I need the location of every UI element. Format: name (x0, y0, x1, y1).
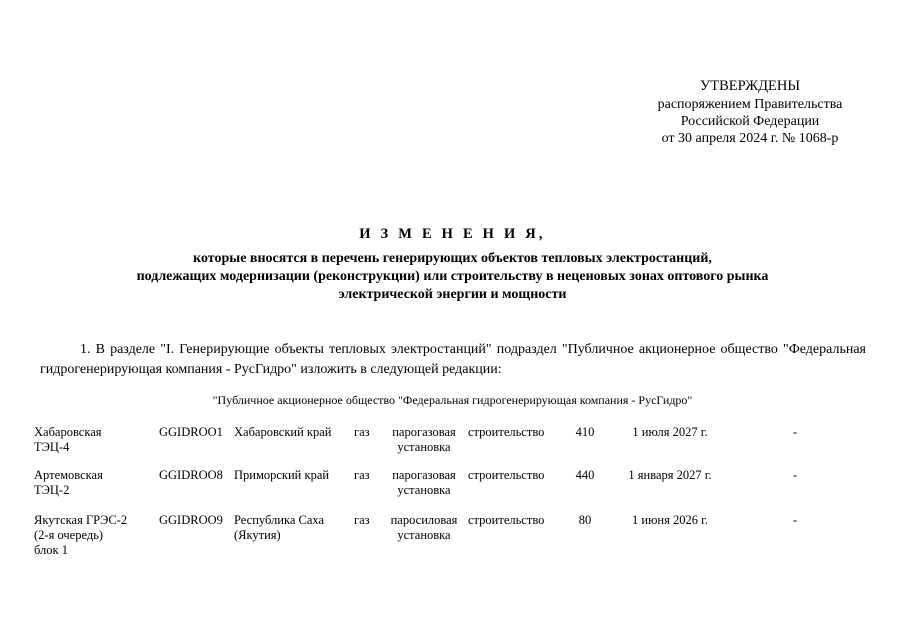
row-0-start-date: 1 июля 2027 г. (632, 425, 708, 439)
row-0-code: GGIDROO1 (159, 425, 223, 439)
row-2-name-line-3: блок 1 (34, 543, 68, 557)
row-1-type-line-1: парогазовая (392, 468, 456, 482)
row-1-fuel: газ (354, 468, 370, 482)
row-0-object-name (34, 425, 152, 455)
row-2-type-line-1: паросиловая (390, 513, 458, 527)
row-2-work-type: строительство (468, 513, 545, 527)
title-subtitle-line-2: подлежащих модернизации (реконструкции) или строительству в неценовых зонах оптового рынка (136, 269, 769, 284)
subsection-title: "Публичное акционерное общество "Федеральная гидрогенерирующая компания - РусГидро" (212, 393, 693, 407)
row-0-region: Хабаровский край (234, 425, 332, 439)
row-2-name-line-2: (2-я очередь) (34, 528, 104, 542)
approved-government-line: Российской Федерации (680, 114, 820, 129)
approved-by-line: распоряжением Правительства (657, 97, 843, 112)
title-subtitle-line-1: которые вносятся в перечень генерирующих объектов тепловых электростанций, (193, 251, 712, 266)
row-2-name-line-1: Якутская ГРЭС-2 (34, 513, 128, 527)
row-0-type-line-2: установка (397, 440, 451, 454)
row-2-region (234, 513, 354, 543)
row-1-type-line-2: установка (397, 483, 451, 497)
row-2-region-line-1: Республика Саха (234, 513, 325, 527)
row-1-object-name (34, 468, 152, 498)
row-2-start-date: 1 июня 2026 г. (632, 513, 708, 527)
row-0-capacity: 410 (575, 425, 595, 439)
row-0-note: - (792, 425, 798, 439)
row-2-object-name (34, 513, 152, 558)
document-title (60, 226, 845, 304)
approved-label: УТВЕРЖДЕНЫ (699, 78, 801, 94)
row-1-code: GGIDROO8 (159, 468, 223, 482)
row-1-capacity: 440 (575, 468, 595, 482)
row-1-work-type: строительство (468, 468, 545, 482)
row-0-name-line-1: Хабаровская (34, 425, 102, 439)
row-1-name-line-1: Артемовская (34, 468, 103, 482)
row-1-note: - (792, 468, 798, 482)
amendment-paragraph: 1. В разделе "I. Генерирующие объекты тепловых электростанций" подраздел "Публичное акционерное общество "Федеральная гидрогенерирующая компания - РусГидро" изложить в следующей редакции: (40, 342, 866, 377)
title-subtitle-line-3: электрической энергии и мощности (338, 287, 567, 302)
row-2-capacity: 80 (578, 513, 592, 527)
row-1-start-date: 1 января 2027 г. (628, 468, 712, 482)
row-1-name-line-2: ТЭЦ-2 (34, 483, 70, 497)
row-2-unit-type (386, 513, 462, 543)
row-0-type-line-1: парогазовая (392, 425, 456, 439)
row-0-fuel: газ (354, 425, 370, 439)
row-1-region: Приморский край (234, 468, 330, 482)
row-2-type-line-2: установка (397, 528, 451, 542)
approval-stamp (620, 78, 880, 147)
row-2-code: GGIDROO9 (159, 513, 223, 527)
title-heading: И З М Е Н Е Н И Я, (359, 226, 546, 242)
row-1-unit-type (386, 468, 462, 498)
row-0-unit-type (386, 425, 462, 455)
row-0-work-type: строительство (468, 425, 545, 439)
row-2-fuel: газ (354, 513, 370, 527)
row-2-note: - (792, 513, 798, 527)
row-0-name-line-2: ТЭЦ-4 (34, 440, 70, 454)
row-2-region-line-2: (Якутия) (234, 528, 281, 542)
approved-date-line: от 30 апреля 2024 г. № 1068-р (661, 131, 839, 146)
